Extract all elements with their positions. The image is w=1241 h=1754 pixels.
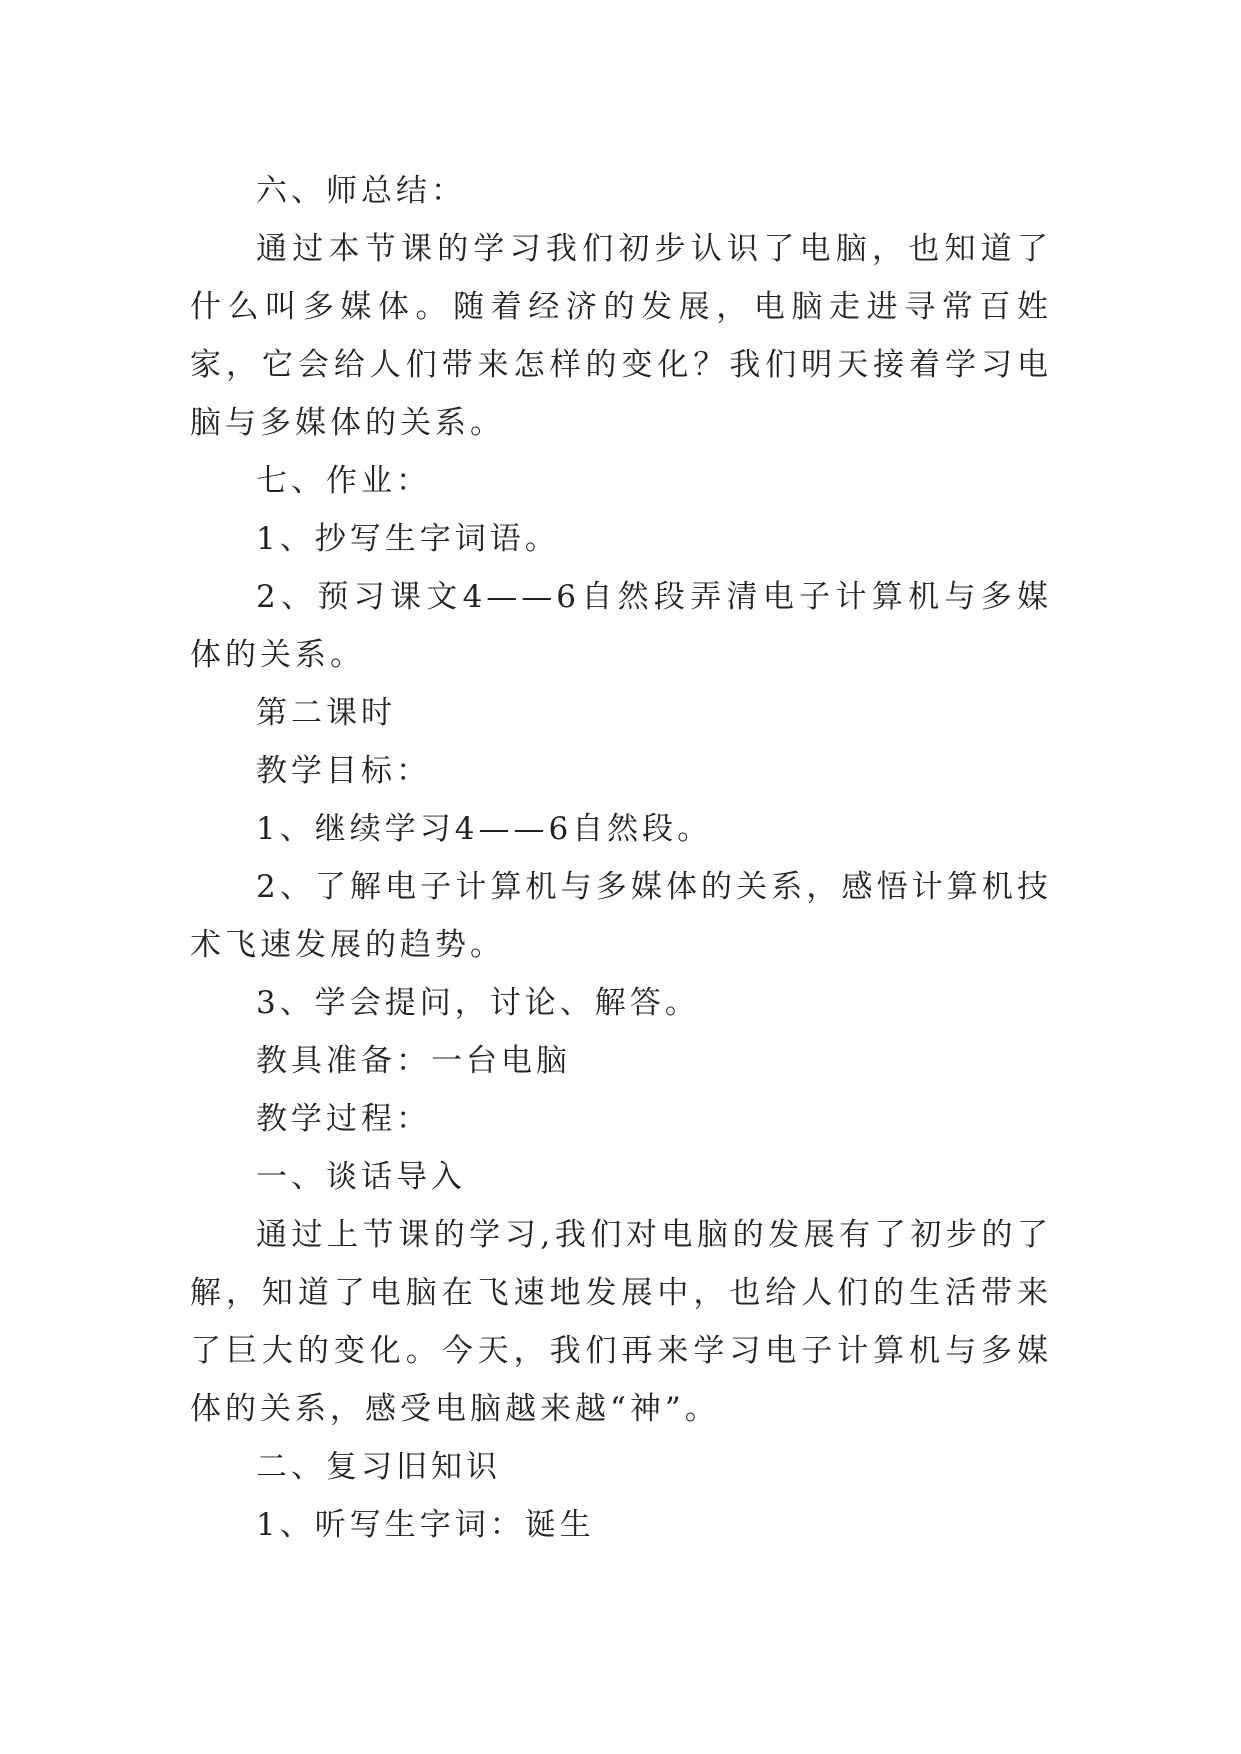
intro-paragraph: 通过上节课的学习,我们对电脑的发展有了初步的了解，知道了电脑在飞速地发展中，也给人们的生活带来了巨大的变化。今天，我们再来学习电子计算机与多媒体的关系，感受电脑越来越“神”。: [190, 1217, 1052, 1427]
summary-paragraph: 通过本节课的学习我们初步认识了电脑，也知道了什么叫多媒体。随着经济的发展，电脑走进寻常百姓家，它会给人们带来怎样的变化？我们明天接着学习电脑与多媒体的关系。: [190, 231, 1052, 441]
homework-item-1: 1、抄写生字词语。: [256, 521, 560, 557]
teaching-aids: 教具准备：一台电脑: [256, 1043, 571, 1079]
document-body: [190, 162, 1052, 1554]
review-item-1: 1、听写生字词：诞生: [256, 1507, 595, 1543]
objective-item-3: 3、学会提问，讨论、解答。: [256, 985, 700, 1021]
section-heading-objectives: 教学目标：: [256, 753, 431, 789]
section-heading-process: 教学过程：: [256, 1101, 431, 1137]
process-step-heading-1: 一、谈话导入: [256, 1159, 466, 1195]
section-heading-teacher-summary: 六、师总结：: [256, 173, 466, 209]
lesson-title: 第二课时: [256, 695, 396, 731]
homework-item-2: 2、预习课文4——6自然段弄清电子计算机与多媒体的关系。: [190, 579, 1052, 673]
process-step-heading-2: 二、复习旧知识: [256, 1449, 501, 1485]
objective-item-2: 2、了解电子计算机与多媒体的关系，感悟计算机技术飞速发展的趋势。: [190, 869, 1052, 963]
section-heading-homework: 七、作业：: [256, 463, 431, 499]
objective-item-1: 1、继续学习4——6自然段。: [256, 811, 713, 847]
